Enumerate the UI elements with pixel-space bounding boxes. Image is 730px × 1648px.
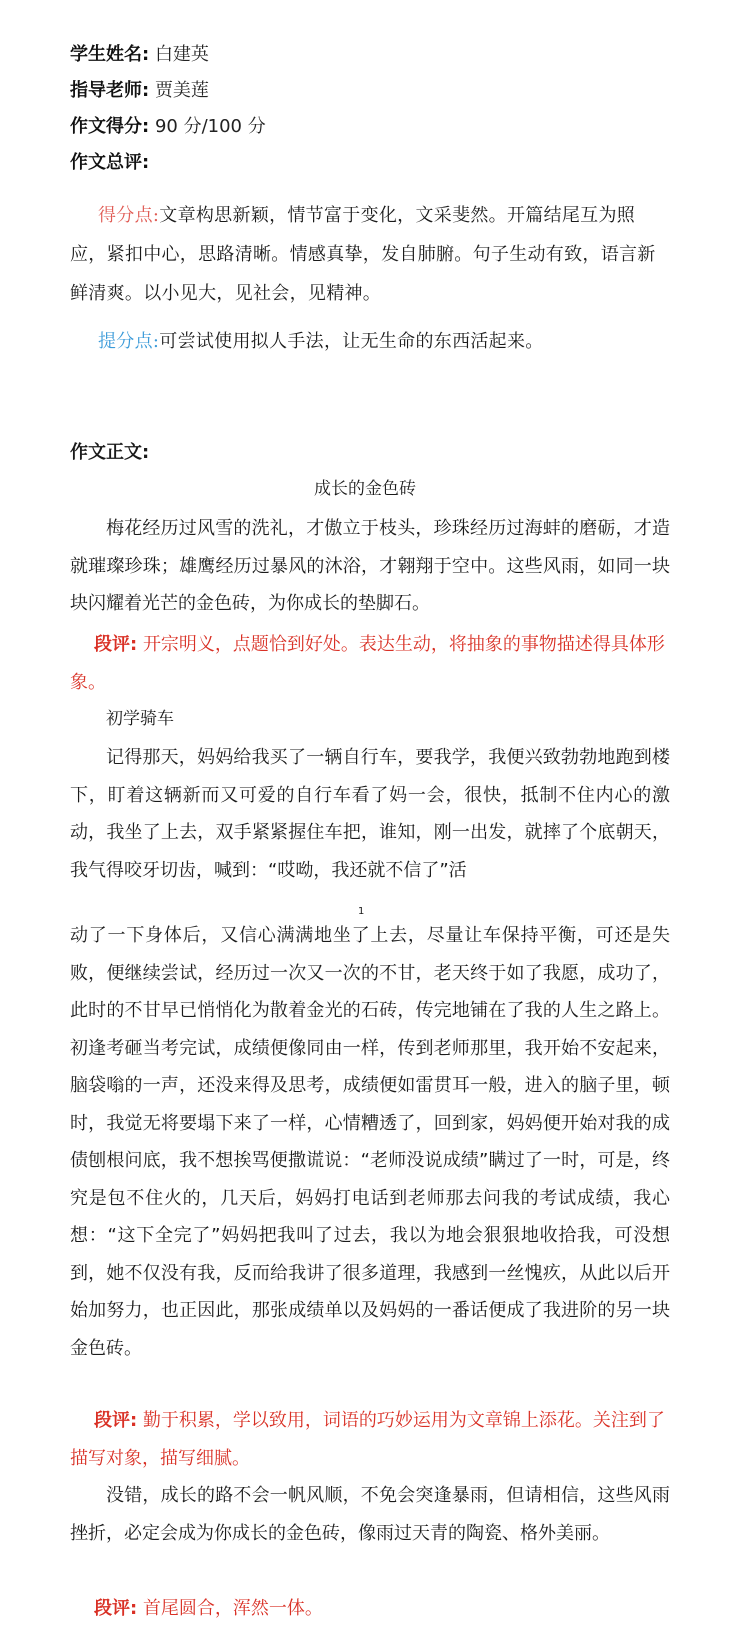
subheading: 初学骑车	[106, 709, 174, 729]
student-name-value: 白建英	[154, 44, 209, 65]
strength-comment	[70, 196, 670, 313]
page-number: 1	[358, 906, 365, 917]
paragraph-review-2	[70, 1402, 670, 1477]
improve-comment	[70, 322, 670, 361]
essay-paragraph-2a: 记得那天，妈妈给我买了一辆自行车，要我学，我便兴致勃勃地跑到楼下，盯着这辆新而又可爱的自行车看了妈一会，很快，抵制不住内心的激动，我坐了上去，双手紧紧握住车把，谁知，刚一出发，就摔了个底朝天，我气得咬牙切齿，喊到：“哎呦，我还就不信了”活	[70, 747, 670, 881]
strength-label: 得分点:	[98, 205, 160, 226]
review-text: 首尾圆合，浑然一体。	[142, 1598, 323, 1619]
review-label: 段评:	[94, 634, 138, 655]
teacher-row	[70, 79, 209, 103]
review-text: 勤于积累，学以致用，词语的巧妙运用为文章锦上添花。关注到了描写对象，描写细腻。	[70, 1410, 665, 1469]
essay-label: 作文正文:	[70, 442, 150, 463]
review-text: 开宗明义，点题恰到好处。表达生动，将抽象的事物描述得具体形象。	[70, 634, 665, 693]
essay-paragraph-2b: 动了一下身体后，又信心满满地坐了上去，尽量让车保持平衡，可还是失败，便继续尝试，经历过一次又一次的不甘，老天终于如了我愿，成功了，此时的不甘早已悄悄化为散着金光的石砖，传完地铺在了我的人生之路上。初逢考砸当考完试，成绩便像同由一样，传到老师那里，我开始不安起来，脑袋嗡的一声，还没来得及思考，成绩便如雷贯耳一般，进入的脑子里，顿时，我觉无将要塌下来了一样，心情糟透了，回到家，妈妈便开始对我的成债刨根问底，我不想挨骂便撒谎说：“老师没说成绩”瞒过了一时，可是，终究是包不住火的，几天后，妈妈打电话到老师那去问我的考试成绩，我心想：“这下全完了”妈妈把我叫了过去，我以为地会狠狠地收拾我，可没想到，她不仅没有我，反而给我讲了很多道理，我感到一丝愧疚，从此以后开始加努力，也正因此，那张成绩单以及妈妈的一番话便成了我进阶的另一块金色砖。	[70, 925, 670, 1359]
essay-title: 成长的金色砖	[314, 479, 416, 499]
summary-row	[70, 151, 149, 175]
improve-text: 可尝试使用拟人手法，让无生命的东西活起来。	[159, 331, 544, 352]
score-value: 90 分/100 分	[154, 116, 266, 137]
review-label: 段评:	[94, 1598, 138, 1619]
teacher-value: 贾美莲	[154, 80, 209, 101]
score-row	[70, 115, 266, 139]
review-label: 段评:	[94, 1410, 138, 1431]
paragraph-review-1	[70, 626, 670, 701]
paragraph-review-3	[70, 1590, 670, 1628]
student-name-row	[70, 43, 209, 67]
student-name-label: 学生姓名:	[70, 44, 150, 65]
essay-paragraph-3: 没错，成长的路不会一帆风顺，不免会突逢暴雨，但请相信，这些风雨挫折，必定会成为你成长的金色砖，像雨过天青的陶瓷、格外美丽。	[70, 1485, 670, 1544]
improve-label: 提分点:	[98, 331, 160, 352]
summary-label: 作文总评:	[70, 152, 150, 173]
score-label: 作文得分:	[70, 116, 150, 137]
strength-text: 文章构思新颖，情节富于变化，文采斐然。开篇结尾互为照应，紧扣中心，思路清晰。情感真挚，发自肺腑。句子生动有致，语言新鲜清爽。以小见大，见社会，见精神。	[70, 205, 656, 304]
teacher-label: 指导老师:	[70, 80, 150, 101]
essay-paragraph-1: 梅花经历过风雪的洗礼，才傲立于枝头，珍珠经历过海蚌的磨砺，才造就璀璨珍珠；雄鹰经历过暴风的沐浴，才翱翔于空中。这些风雨，如同一块块闪耀着光芒的金色砖，为你成长的垫脚石。	[70, 518, 670, 614]
